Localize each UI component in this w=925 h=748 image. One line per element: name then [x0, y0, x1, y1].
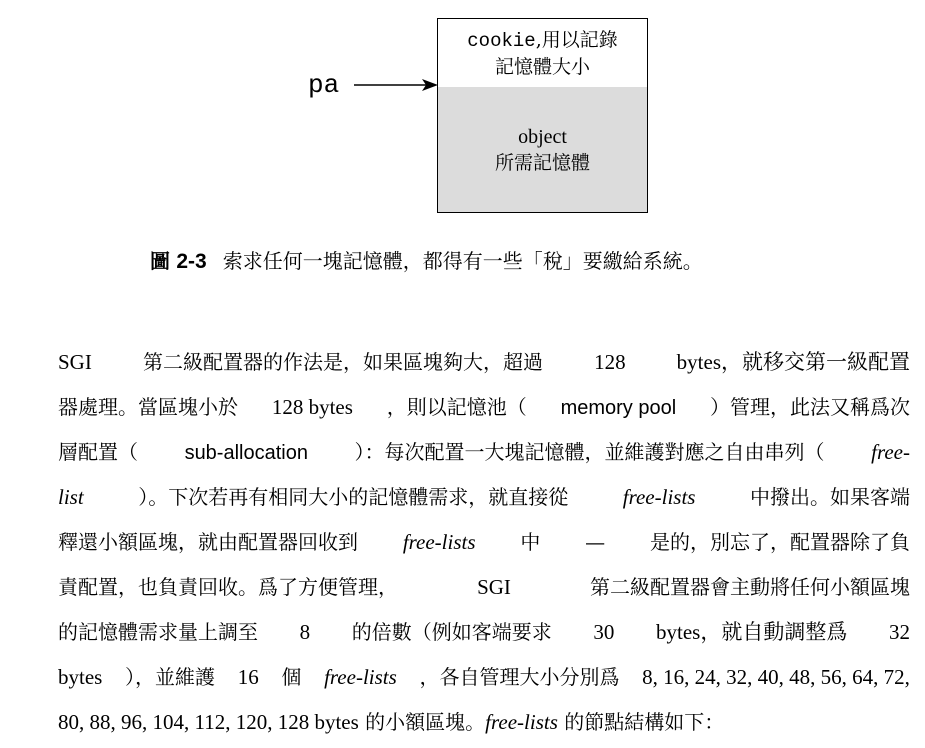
paragraph-text-run: 中撥出。如果客端 — [750, 485, 910, 509]
paragraph-text-run: 層配置（ — [58, 440, 138, 464]
paragraph-text-run: free- — [871, 440, 910, 464]
paragraph-line — [58, 343, 910, 388]
figure-caption-number: 2-3 — [176, 250, 207, 273]
paragraph-text-run: 的節點結構如下： — [564, 710, 725, 734]
paragraph-text-run: list — [58, 485, 84, 509]
paragraph-line — [58, 388, 910, 433]
paragraph-text-run: ），並維護 — [125, 665, 216, 689]
paragraph-text-run: SGI — [58, 350, 92, 374]
paragraph-text-run: 16 — [237, 665, 259, 689]
paragraph-text-run: 32 — [888, 620, 910, 644]
cookie-code-text: cookie — [467, 30, 536, 52]
paragraph-text-run: 責配置，也負責回收。爲了方便管理， — [58, 575, 398, 599]
memory-block-diagram — [0, 0, 925, 230]
paragraph-text-run: free-lists — [324, 665, 397, 689]
paragraph-text-run: bytes，就移交第一級配置 — [676, 350, 910, 374]
paragraph-text-run: ）。下次若再有相同大小的記憶體需求，就直接從 — [138, 485, 569, 509]
cookie-header-line2: 記憶體大小 — [494, 56, 590, 78]
figure-caption-prefix: 圖 — [150, 249, 170, 273]
paragraph-text-run: 釋還小額區塊，就由配置器回收到 — [58, 530, 358, 554]
cookie-header-block — [438, 19, 647, 88]
paragraph-text-run: 8 — [299, 620, 311, 644]
paragraph-text-run: free-lists — [485, 710, 558, 734]
figure-caption — [150, 246, 850, 277]
object-block-line1: object — [518, 126, 567, 148]
paragraph-text-run: 的小額區塊。 — [365, 710, 486, 734]
paragraph-text-run: free-lists — [622, 485, 696, 509]
paragraph-text-run: memory pool — [560, 397, 677, 419]
paragraph-text-run: 的倍數（例如客端要求 — [351, 620, 552, 644]
paragraph-line — [58, 478, 910, 523]
paragraph-line — [58, 433, 910, 478]
object-block-line2: 所需記憶體 — [494, 152, 590, 174]
paragraph-line — [58, 613, 910, 658]
paragraph-text-run: sub-allocation — [184, 442, 308, 464]
paragraph-line — [58, 568, 910, 613]
paragraph-text-run: bytes，就自動調整爲 — [656, 620, 848, 644]
paragraph-text-run: 是的，別忘了，配置器除了負 — [649, 530, 910, 554]
object-block — [438, 87, 647, 212]
paragraph-text-run: 第二級配置器會主動將任何小額區塊 — [590, 575, 910, 599]
paragraph-line — [58, 658, 910, 703]
paragraph-text-run: ）：每次配置一大塊記憶體，並維護對應之自由串列（ — [354, 440, 825, 464]
pointer-label-pa: pa — [308, 70, 340, 100]
paragraph-text-run: 器處理。當區塊小於 — [58, 395, 238, 419]
paragraph-text-run: 8, 16, 24, 32, 40, 48, 56, 64, 72, — [642, 665, 910, 689]
paragraph-text-run: — — [585, 530, 606, 554]
paragraph-text-run: 128 — [594, 350, 626, 374]
paragraph-text-run: 30 — [593, 620, 615, 644]
paragraph-text-run: ，則以記憶池（ — [386, 395, 527, 419]
paragraph-text-run: 的記憶體需求量上調至 — [58, 620, 258, 644]
pointer-arrow-icon — [354, 77, 438, 93]
memory-block — [437, 18, 648, 213]
paragraph-text-run: 中 — [520, 530, 541, 554]
paragraph-text-run: ，各自管理大小分別爲 — [419, 665, 620, 689]
cookie-header-line1 — [438, 28, 647, 54]
paragraph-text-run: 80, 88, 96, 104, 112, 120, 128 bytes — [58, 710, 359, 734]
paragraph-text-run: free-lists — [402, 530, 476, 554]
paragraph-text-run: ）管理，此法又稱爲次 — [710, 395, 910, 419]
paragraph-text-run: SGI — [477, 575, 511, 599]
paragraph-text-run: 個 — [281, 665, 302, 689]
cookie-header-line1-rest: ,用以記錄 — [535, 29, 618, 51]
figure-caption-text: 索求任何一塊記憶體，都得有一些「稅」要繳給系統。 — [222, 249, 703, 273]
paragraph-text-run: bytes — [58, 665, 103, 689]
paragraph-text-run: 128 bytes — [271, 395, 353, 419]
paragraph-text-run: 第二級配置器的作法是，如果區塊夠大，超過 — [142, 350, 543, 374]
body-paragraph — [58, 343, 910, 748]
paragraph-line — [58, 523, 910, 568]
paragraph-line — [58, 703, 910, 748]
